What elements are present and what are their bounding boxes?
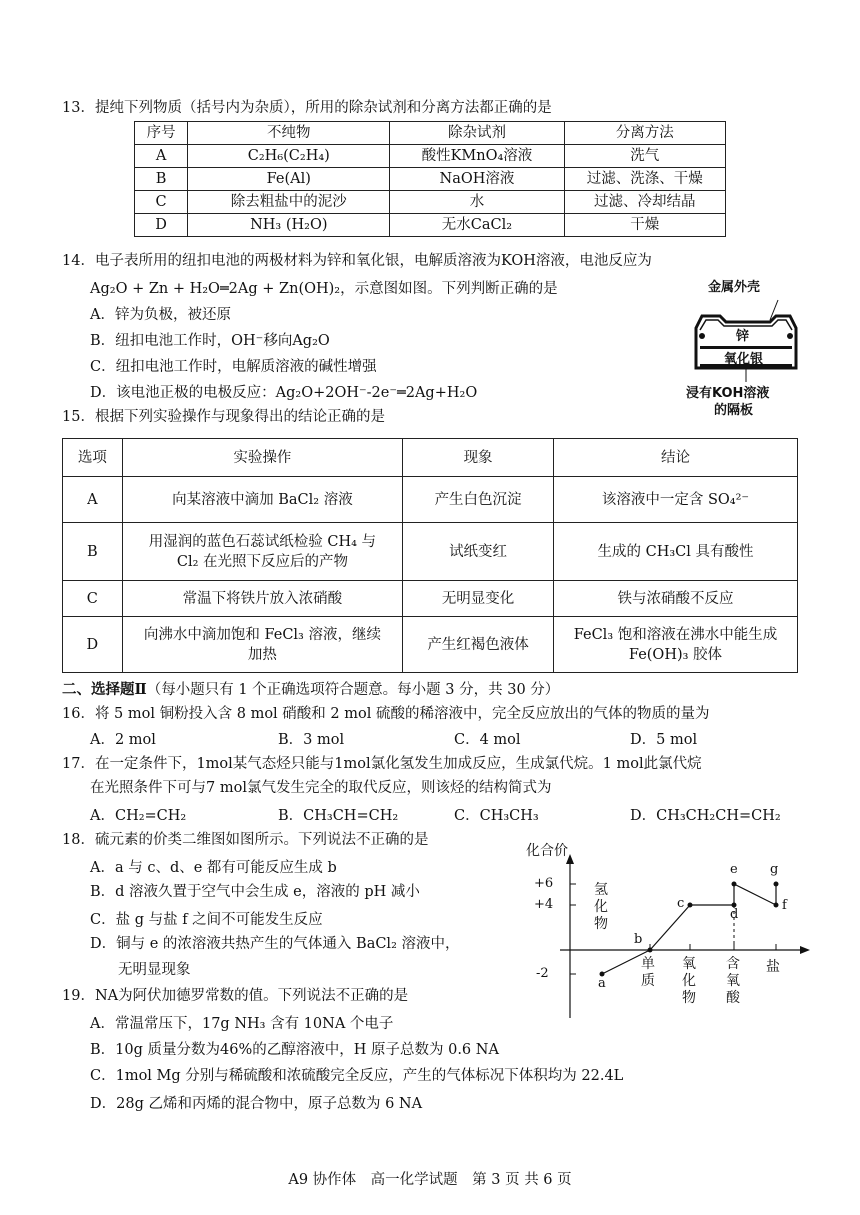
q13-cell: D [135,214,188,237]
q13-cell: 过滤、冷却结晶 [564,191,725,214]
chart-category-oxide: 氧化物 [682,956,696,1006]
q13-header-cell: 序号 [135,122,188,145]
q13-header-cell: 分离方法 [564,122,725,145]
q13-header-cell: 除杂试剂 [390,122,564,145]
battery-zinc-label: 锌 [736,329,750,344]
q17-option-d: D．CH₃CH₂CH=CH₂ [630,808,781,824]
section2-heading [62,680,559,700]
table-row [63,523,798,581]
q17-stem-2: 在光照条件下可与7 mol氯气发生完全的取代反应，则该烃的结构简式为 [90,780,552,796]
page-footer: A9 协作体 高一化学试题 第 3 页 共 6 页 [288,1172,572,1188]
q14-option-b: B．纽扣电池工作时，OH⁻移向Ag₂O [90,333,330,349]
q15-cell: 向某溶液中滴加 BaCl₂ 溶液 [122,477,402,523]
battery-figure [686,276,806,416]
q16-option-d: D．5 mol [630,732,698,748]
chart-category-hydride: 氢化物 [594,882,608,932]
q14-stem-2: Ag₂O + Zn + H₂O═2Ag + Zn(OH)₂，示意图如图。下列判断正确的是 [90,281,558,297]
chart-y-tick-neg2: -2 [536,966,549,981]
q15-cell: 向沸水中滴加饱和 FeCl₃ 溶液，继续加热 [122,617,402,673]
q19-stem: 19．NA为阿伏加德罗常数的值。下列说法不正确的是 [62,988,409,1004]
q15-stem: 15．根据下列实验操作与现象得出的结论正确的是 [62,409,385,425]
q15-cell: 生成的 CH₃Cl 具有酸性 [553,523,797,581]
q15-cell: 产生白色沉淀 [403,477,554,523]
chart-category-element: 单质 [641,956,655,989]
q14-option-d: D．该电池正极的电极反应：Ag₂O+2OH⁻-2e⁻═2Ag+H₂O [90,385,478,401]
q15-cell: FeCl₃ 饱和溶液在沸水中能生成 Fe(OH)₃ 胶体 [553,617,797,673]
q18-option-a: A．a 与 c、d、e 都有可能反应生成 b [90,860,337,876]
q15-header-cell: 现象 [403,439,554,477]
q13-cell: 干燥 [564,214,725,237]
chart-point-d: d [730,907,739,922]
q18-option-d-cont: 无明显现象 [118,962,191,978]
table-row [135,214,726,237]
q13-cell: C₂H₆(C₂H₄) [188,145,390,168]
q13-cell: C [135,191,188,214]
table-row [135,145,726,168]
chart-point-c: c [677,896,685,911]
q15-table [62,438,798,673]
q19-option-b: B．10g 质量分数为46%的乙醇溶液中，H 原子总数为 0.6 NA [90,1042,499,1058]
q16-option-c: C．4 mol [454,732,521,748]
q16-option-b: B．3 mol [278,732,345,748]
q19-option-d: D．28g 乙烯和丙烯的混合物中，原子总数为 6 NA [90,1096,423,1112]
battery-shell-label: 金属外壳 [708,280,761,295]
table-row [135,168,726,191]
table-row [135,191,726,214]
battery-separator-label-1: 浸有KOH溶液 [686,386,770,401]
q18-stem: 18．硫元素的价类二维图如图所示。下列说法不正确的是 [62,832,429,848]
q13-cell: NH₃ (H₂O) [188,214,390,237]
q13-cell: B [135,168,188,191]
q17-option-c: C．CH₃CH₃ [454,808,539,824]
sulfur-chart [520,838,810,1018]
q13-cell: Fe(Al) [188,168,390,191]
q13-stem: 13．提纯下列物质（括号内为杂质），所用的除杂试剂和分离方法都正确的是 [62,100,552,116]
q13-table [134,121,726,237]
chart-point-a: a [598,976,606,991]
q17-option-a: A．CH₂=CH₂ [90,808,187,824]
q15-header-cell: 结论 [553,439,797,477]
q17-option-b: B．CH₃CH=CH₂ [278,808,399,824]
chart-category-oxyacid: 含氧酸 [726,956,740,1006]
q13-cell: 过滤、洗涤、干燥 [564,168,725,191]
q15-cell: A [63,477,123,523]
section2-note: （每小题只有 1 个正确选项符合题意。每小题 3 分，共 30 分） [146,682,560,698]
q13-cell: 酸性KMnO₄溶液 [390,145,564,168]
q14-option-a: A．锌为负极，被还原 [90,307,231,323]
q15-cell: 用湿润的蓝色石蕊试纸检验 CH₄ 与 Cl₂ 在光照下反应后的产物 [122,523,402,581]
q13-cell: 除去粗盐中的泥沙 [188,191,390,214]
q15-cell: 铁与浓硝酸不反应 [553,581,797,617]
q18-option-b: B．d 溶液久置于空气中会生成 e，溶液的 pH 减小 [90,884,420,900]
q15-cell: 试纸变红 [403,523,554,581]
q17-stem-1: 17．在一定条件下，1mol某气态烃只能与1mol氯化氢发生加成反应，生成氯代烷。1 mol此氯代烷 [62,756,702,772]
q16-stem: 16．将 5 mol 铜粉投入含 8 mol 硝酸和 2 mol 硫酸的稀溶液中，完全反应放出的气体的物质的量为 [62,706,710,722]
q15-cell: C [63,581,123,617]
q15-cell: 产生红褐色液体 [403,617,554,673]
q15-cell: 常温下将铁片放入浓硝酸 [122,581,402,617]
q15-header-cell: 实验操作 [122,439,402,477]
chart-point-g: g [770,862,779,877]
q19-option-c: C．1mol Mg 分别与稀硫酸和浓硫酸完全反应，产生的气体标况下体积均为 22.4L [90,1068,624,1084]
q16-option-a: A．2 mol [90,732,156,748]
section2-title: 二、选择题Ⅱ [62,681,147,698]
table-row [63,617,798,673]
q14-stem-1: 14．电子表所用的纽扣电池的两极材料为锌和氧化银，电解质溶液为KOH溶液，电池反应为 [62,253,652,269]
q15-cell: D [63,617,123,673]
q18-option-d: D．铜与 e 的浓溶液共热产生的气体通入 BaCl₂ 溶液中， [90,936,460,952]
q13-cell: NaOH溶液 [390,168,564,191]
q13-cell: 无水CaCl₂ [390,214,564,237]
chart-point-f: f [782,898,787,913]
q19-option-a: A．常温常压下，17g NH₃ 含有 10NA 个电子 [90,1016,394,1032]
q13-header-cell: 不纯物 [188,122,390,145]
q15-cell: 无明显变化 [403,581,554,617]
table-row [63,439,798,477]
chart-y-label: 化合价 [526,843,568,859]
table-row [135,122,726,145]
chart-category-salt: 盐 [766,959,780,975]
chart-point-e: e [730,862,738,877]
q13-cell: 水 [390,191,564,214]
q13-cell: 洗气 [564,145,725,168]
battery-separator-label-2: 的隔板 [714,403,754,418]
table-row [63,477,798,523]
q15-header-cell: 选项 [63,439,123,477]
chart-y-tick-6: +6 [534,876,554,891]
q15-cell: 该溶液中一定含 SO₄²⁻ [553,477,797,523]
q15-cell: B [63,523,123,581]
sulfur-chart-svg [520,838,810,1018]
chart-point-b: b [634,932,643,947]
battery-silver-oxide-label: 氧化银 [724,352,764,367]
table-row [63,581,798,617]
q18-option-c: C．盐 g 与盐 f 之间不可能发生反应 [90,912,323,928]
q14-option-c: C．纽扣电池工作时，电解质溶液的碱性增强 [90,359,377,375]
q13-cell: A [135,145,188,168]
chart-y-tick-4: +4 [534,897,554,912]
